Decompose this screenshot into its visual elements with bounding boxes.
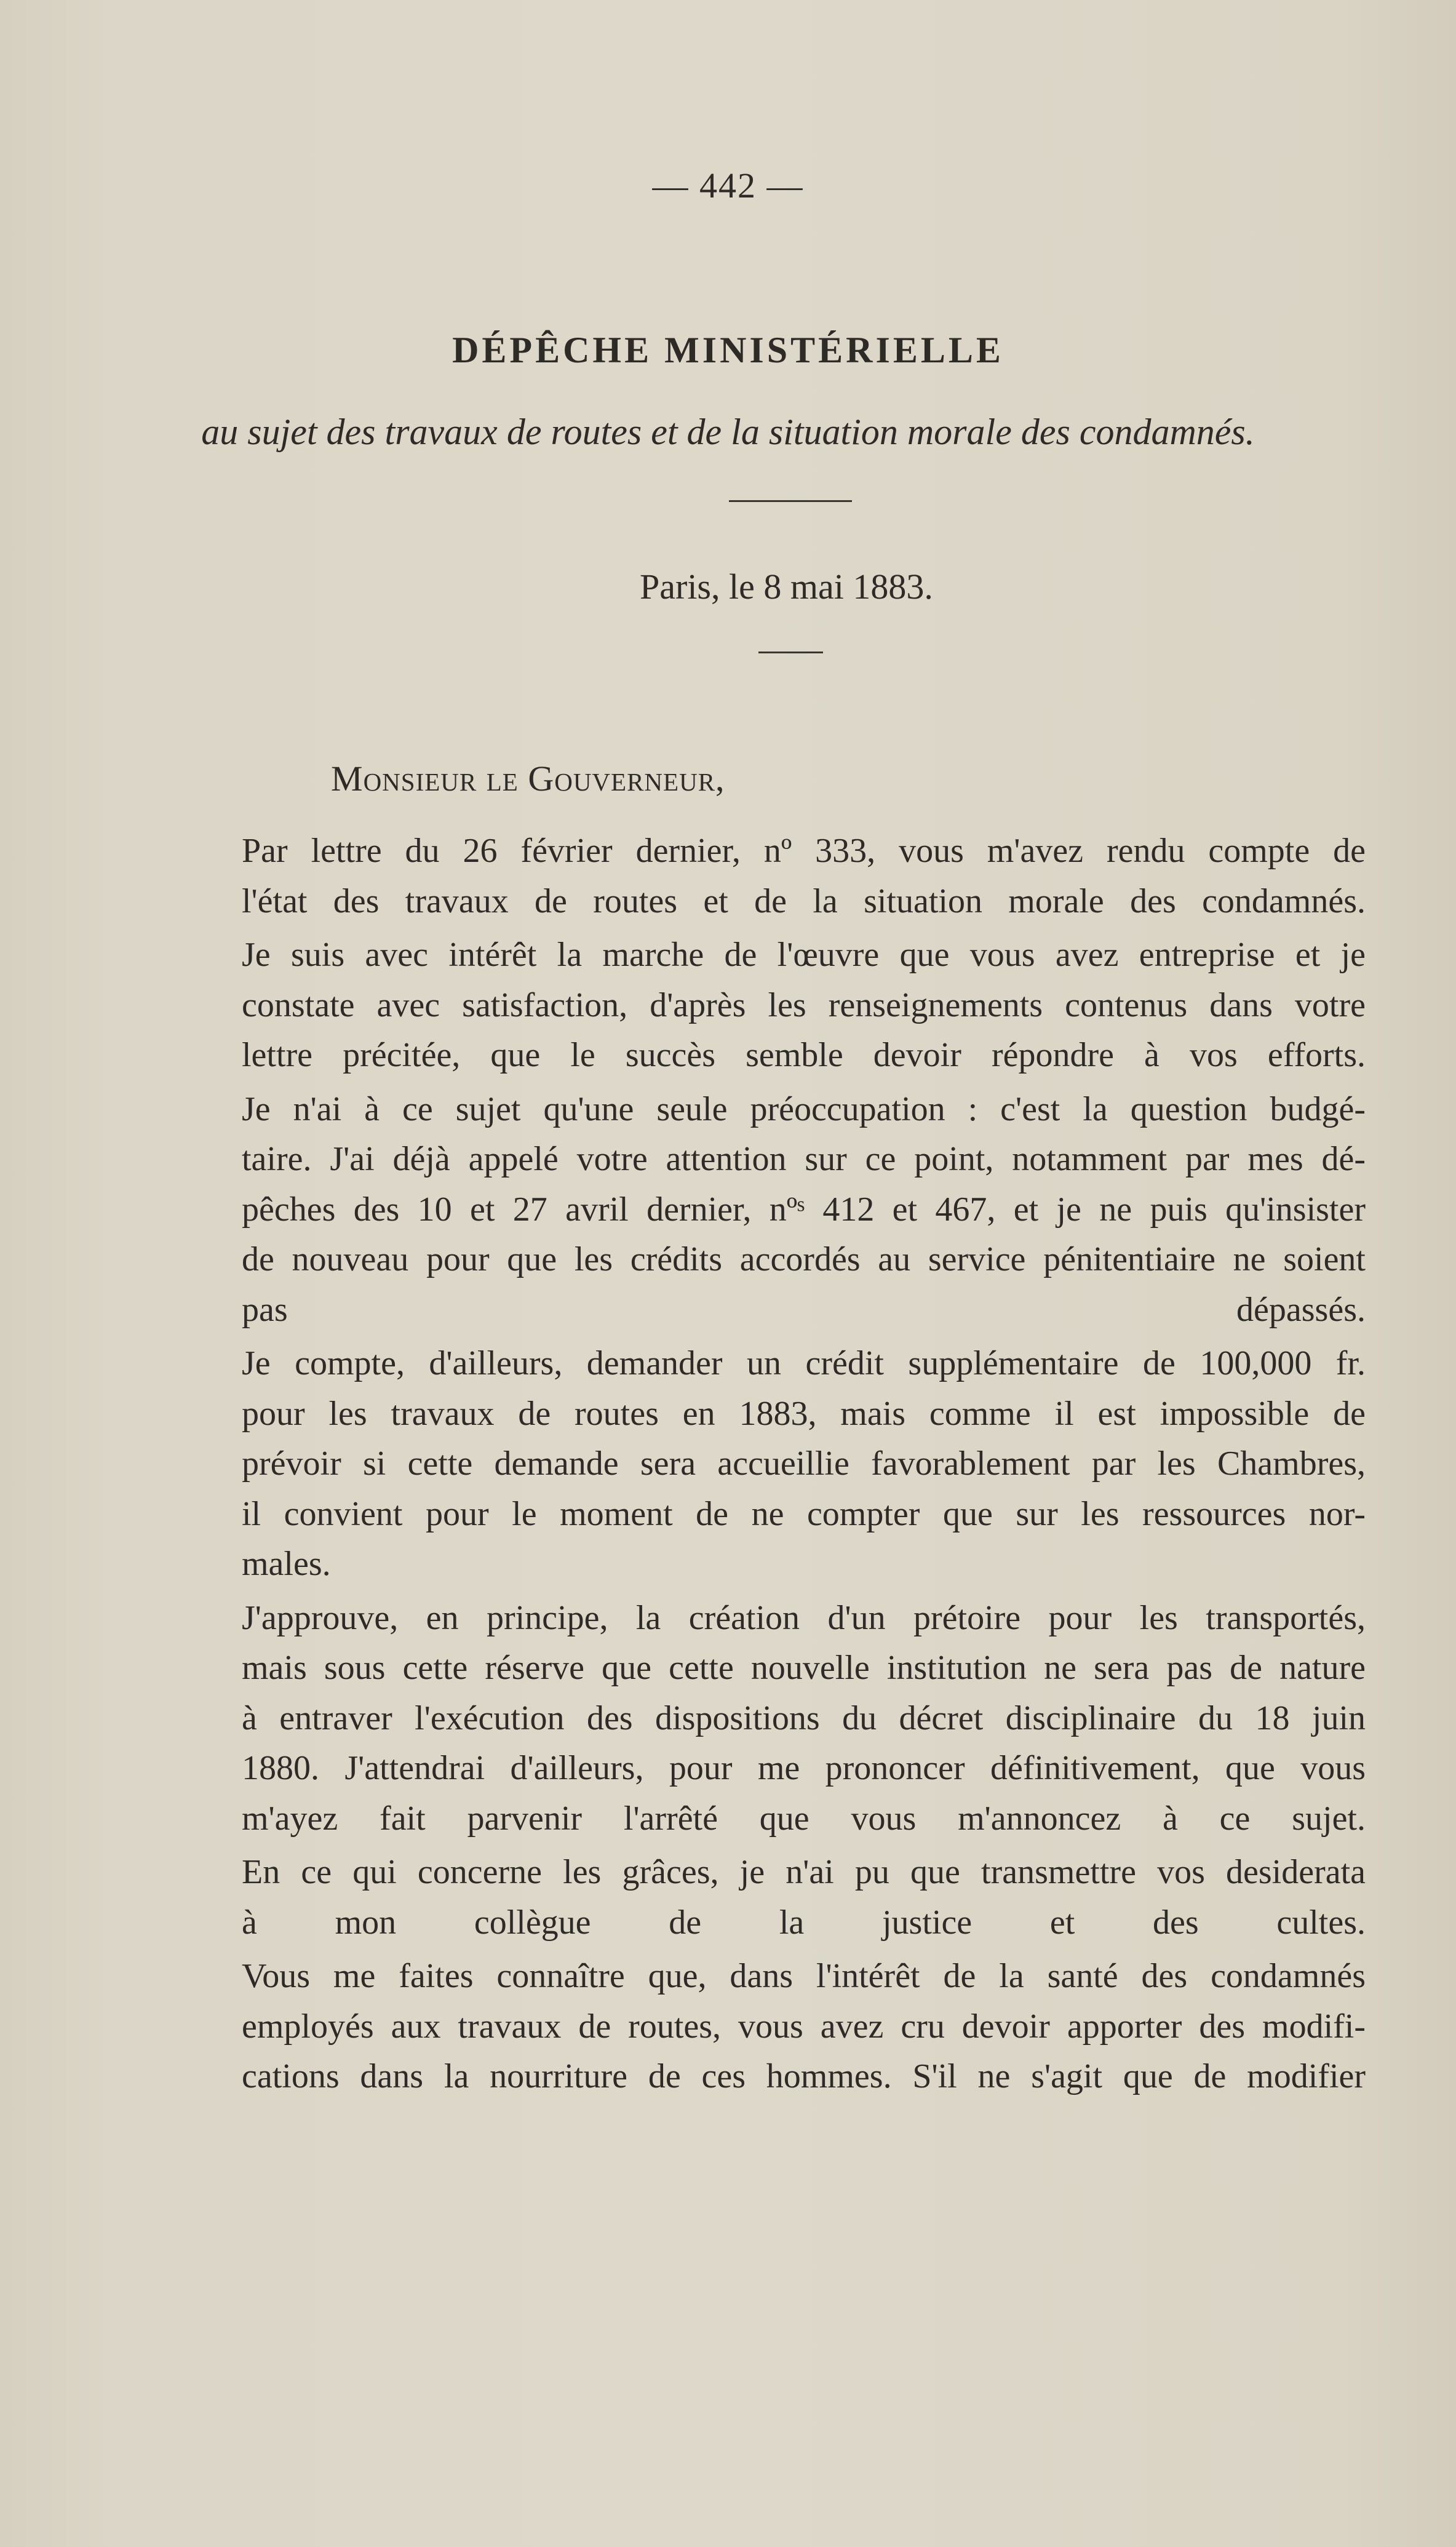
paragraph-1	[201, 826, 1366, 927]
dateline: Paris, le 8 mai 1883.	[640, 567, 933, 607]
letter-body	[201, 826, 1366, 2106]
document-heading: DÉPÊCHE MINISTÉRIELLE	[452, 330, 1004, 370]
text-line: pour les travaux de routes en 1883, mais comme il est impossible de	[242, 1394, 1366, 1433]
paragraph-6	[201, 1847, 1366, 1948]
text-line: Par lettre du 26 février dernier, nº 333, vous m'avez rendu compte de	[242, 832, 1366, 870]
text-line: 1880. J'attendrai d'ailleurs, pour me prononcer définitivement, que vous	[242, 1749, 1366, 1787]
text-line: mais sous cette réserve que cette nouvelle institution ne sera pas de nature	[242, 1649, 1366, 1687]
text-line: constate avec satisfaction, d'après les renseignements contenus dans votre	[242, 986, 1366, 1024]
text-line: Je suis avec intérêt la marche de l'œuvre que vous avez entreprise et je	[242, 936, 1366, 974]
text-line: l'état des travaux de routes et de la situation morale des condamnés.	[242, 882, 1366, 920]
paragraph-4	[201, 1339, 1366, 1590]
paragraph-7	[201, 1951, 1366, 2102]
text-line: taire. J'ai déjà appelé votre attention sur ce point, notamment par mes dé-	[242, 1140, 1366, 1178]
text-line: Vous me faites connaître que, dans l'intérêt de la santé des condamnés	[242, 1957, 1366, 1995]
text-line: prévoir si cette demande sera accueillie favorablement par les Chambres,	[242, 1445, 1366, 1483]
separator-rule-short	[758, 652, 823, 653]
text-line: pêches des 10 et 27 avril dernier, nºˢ 412 et 467, et je ne puis qu'insister	[242, 1190, 1366, 1229]
text-line: m'ayez fait parvenir l'arrêté que vous m'annoncez à ce sujet.	[242, 1799, 1366, 1838]
text-line: J'approuve, en principe, la création d'un prétoire pour les transportés,	[242, 1598, 1366, 1637]
separator-rule	[729, 500, 852, 502]
text-line: à entraver l'exécution des dispositions du décret disciplinaire du 18 juin	[242, 1699, 1366, 1737]
document-subheading: au sujet des travaux de routes et de la situation morale des condamnés.	[201, 412, 1255, 452]
text-line: cations dans la nourriture de ces hommes. S'il ne s'agit que de modifier	[242, 2057, 1366, 2095]
text-line: pas dépassés.	[242, 1290, 1366, 1329]
text-line: lettre précitée, que le succès semble devoir répondre à vos efforts.	[242, 1036, 1366, 1074]
paragraph-3	[201, 1085, 1366, 1336]
text-line: il convient pour le moment de ne compter que sur les ressources nor-	[242, 1494, 1366, 1533]
salutation: Monsieur le Gouverneur,	[331, 759, 725, 799]
text-line: employés aux travaux de routes, vous avez cru devoir apporter des modifi-	[242, 2007, 1366, 2046]
paragraph-2	[201, 930, 1366, 1081]
text-line: Je n'ai à ce sujet qu'une seule préoccupation : c'est la question budgé-	[242, 1090, 1366, 1128]
text-line: Je compte, d'ailleurs, demander un crédit supplémentaire de 100,000 fr.	[242, 1344, 1366, 1382]
text-line: à mon collègue de la justice et des cultes.	[242, 1903, 1366, 1942]
text-line: En ce qui concerne les grâces, je n'ai pu que transmettre vos desiderata	[242, 1853, 1366, 1891]
text-line: males.	[242, 1545, 331, 1583]
page-number: — 442 —	[652, 165, 804, 205]
text-line: de nouveau pour que les crédits accordés au service pénitentiaire ne soient	[242, 1240, 1366, 1278]
paragraph-5	[201, 1593, 1366, 1844]
